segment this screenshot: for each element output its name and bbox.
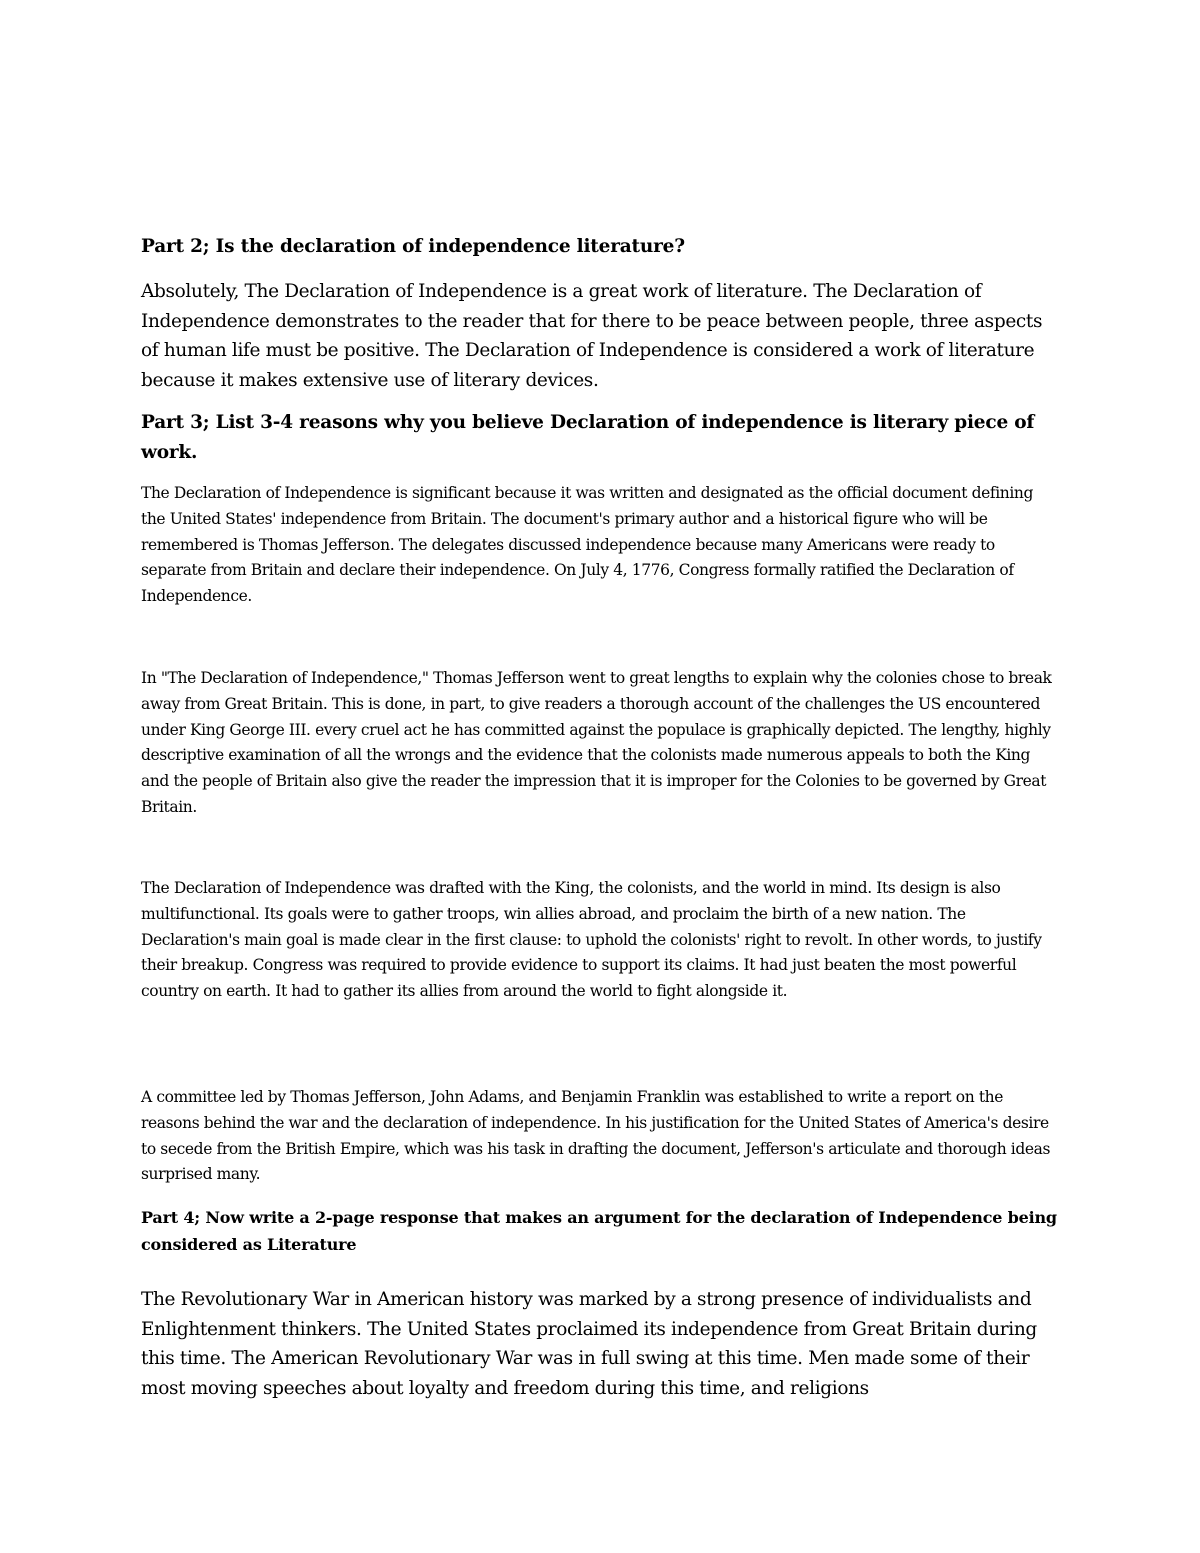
part2-body: Absolutely, The Declaration of Independence is a great work of literature. The Declaration of Independence demonstrates to the reader that for there to be peace between people, three aspects of human life must be positive. The Declaration of Independence is considered a work of literature because it makes extensive use of literary devices. (141, 281, 1043, 391)
part3-heading: Part 3; List 3-4 reasons why you believe Declaration of independence is literary piece of work. (141, 412, 1035, 463)
part3-paragraph-2: In "The Declaration of Independence," Thomas Jefferson went to great lengths to explain why the colonies chose to break away from Great Britain. This is done, in part, to give readers a thorough account of the challenges the US encountered under King George III. every cruel act he has committed against the populace is graphically depicted. The lengthy, highly descriptive examination of all the wrongs and the evidence that the colonists made numerous appeals to both the King and the people of Britain also give the reader the impression that it is improper for the Colonies to be governed by Great Britain. (141, 669, 1052, 816)
part4-body: The Revolutionary War in American history was marked by a strong presence of individualists and Enlightenment thinkers. The United States proclaimed its independence from Great Britain during this time. The American Revolutionary War was in full swing at this time. Men made some of their most moving speeches about loyalty and freedom during this time, and religions (141, 1289, 1037, 1399)
part3-paragraph-4: A committee led by Thomas Jefferson, John Adams, and Benjamin Franklin was established to write a report on the reasons behind the war and the declaration of independence. In his justification for the United States of America's desire to secede from the British Empire, which was his task in drafting the document, Jefferson's articulate and thorough ideas surprised many. (141, 1088, 1051, 1184)
part3-paragraph-1: The Declaration of Independence is significant because it was written and designated as the official document defining the United States' independence from Britain. The document's primary author and a historical figure who will be remembered is Thomas Jefferson. The delegates discussed independence because many Americans were ready to separate from Britain and declare their independence. On July 4, 1776, Congress formally ratified the Declaration of Independence. (141, 484, 1034, 606)
part2-heading: Part 2; Is the declaration of independence literature? (141, 236, 685, 257)
part3-paragraph-3: The Declaration of Independence was drafted with the King, the colonists, and the world in mind. Its design is also multifunctional. Its goals were to gather troops, win allies abroad, and proclaim the birth of a new nation. The Declaration's main goal is made clear in the first clause: to uphold the colonists' right to revolt. In other words, to justify their breakup. Congress was required to provide evidence to support its claims. It had just beaten the most powerful country on earth. It had to gather its allies from around the world to fight alongside it. (141, 879, 1042, 1001)
part4-heading: Part 4; Now write a 2-page response that makes an argument for the declaration of Independence being considered as Literature (141, 1208, 1057, 1254)
